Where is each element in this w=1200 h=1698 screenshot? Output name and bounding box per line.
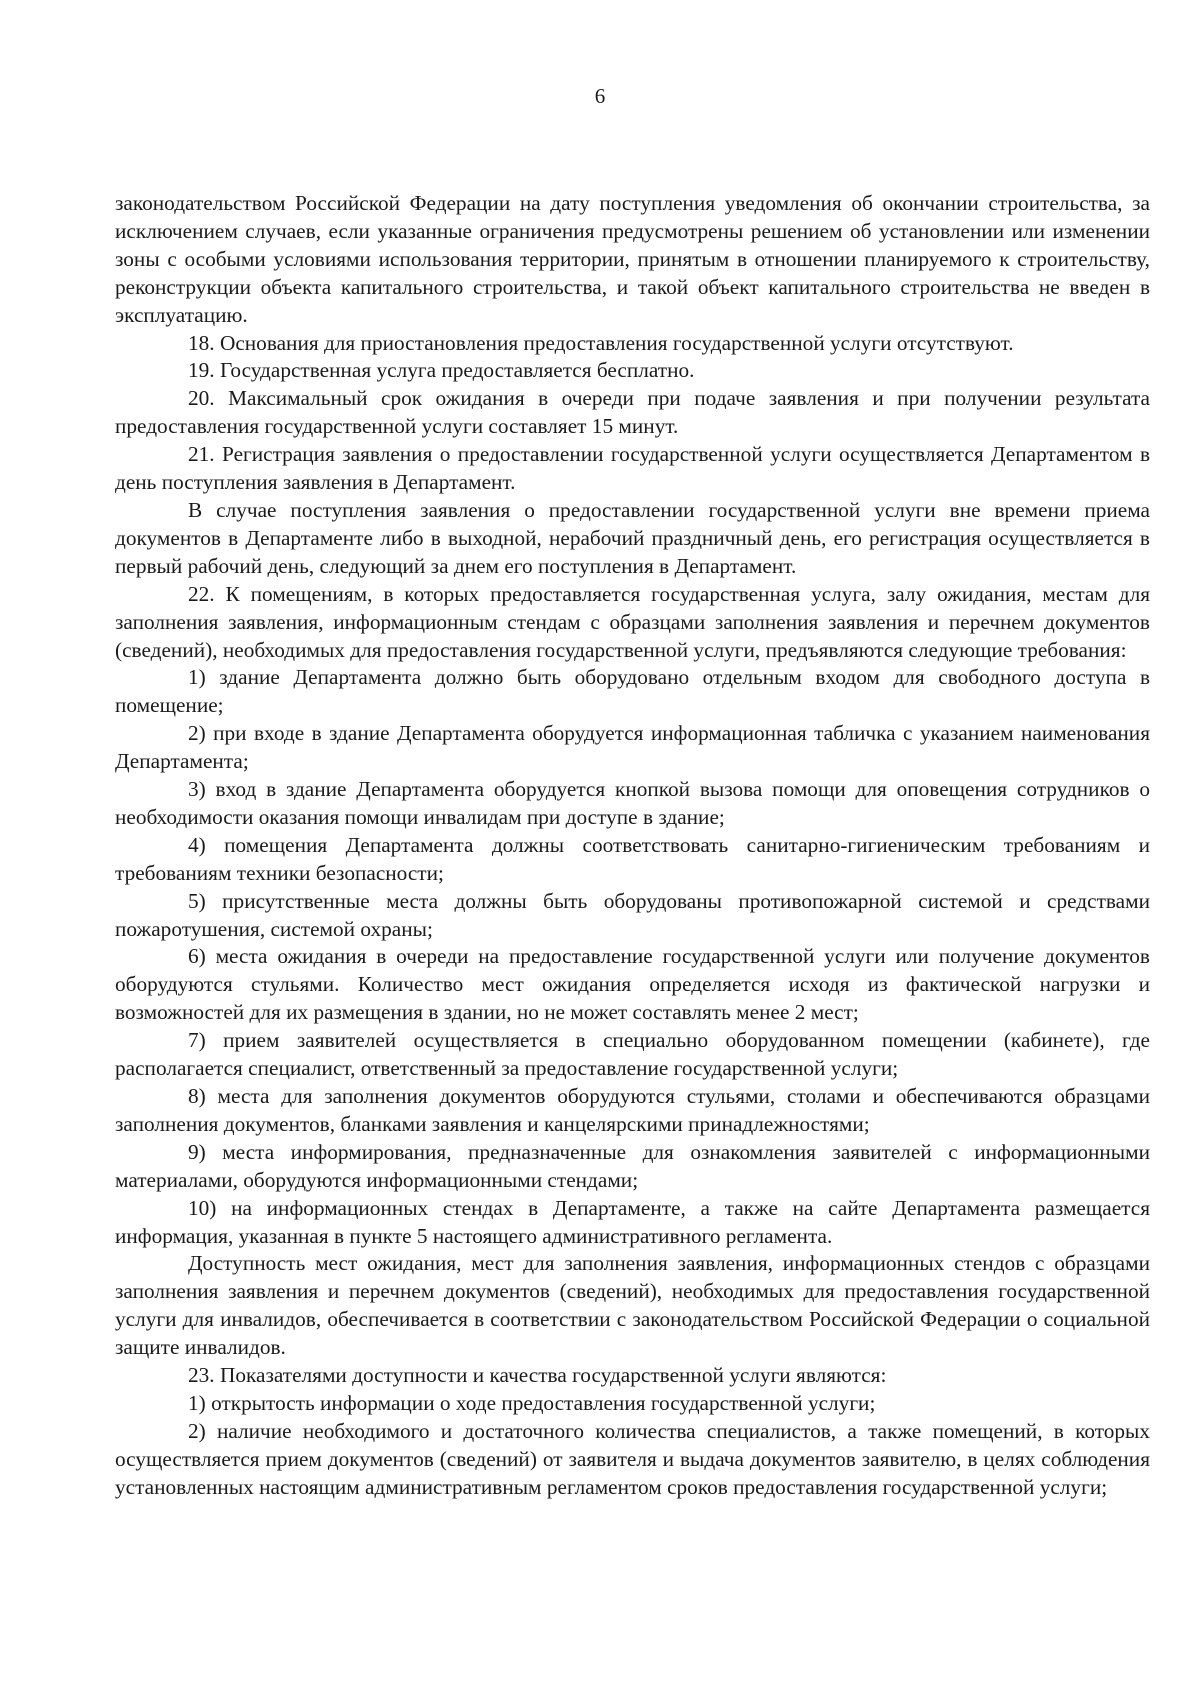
paragraph: 7) прием заявителей осуществляется в специально оборудованном помещении (кабинете), где располагается специалист, ответственный за предоставление государственной услуги; — [115, 1028, 1150, 1081]
paragraph: законодательством Российской Федерации на дату поступления уведомления об окончании строительства, за исключением случаев, если указанные ограничения предусмотрены решением об установлении или изменении зоны с особыми условиями использования территории, принятым в отношении планируемого к строительству, реконструкции объекта капитального строительства, и такой объект капитального строительства не введен в эксплуатацию. — [115, 191, 1150, 327]
paragraph: 1) открытость информации о ходе предоставления государственной услуги; — [188, 1390, 876, 1415]
paragraph: 10) на информационных стендах в Департаменте, а также на сайте Департамента размещается информация, указанная в пункте 5 настоящего административного регламента. — [115, 1195, 1150, 1248]
paragraph: 21. Регистрация заявления о предоставлении государственной услуги осуществляется Департаментом в день поступления заявления в Департамент. — [115, 442, 1150, 495]
paragraph: 8) места для заполнения документов оборудуются стульями, столами и обеспечиваются образцами заполнения документов, бланками заявления и канцелярскими принадлежностями; — [115, 1084, 1150, 1136]
paragraph: 5) присутственные места должны быть оборудованы противопожарной системой и средствами пожаротушения, системой охраны; — [115, 888, 1150, 941]
page-number: 6 — [594, 84, 606, 108]
paragraph: 4) помещения Департамента должны соответствовать санитарно-гигиеническим требованиям и требованиям техники безопасности; — [115, 832, 1150, 885]
paragraph: Доступность мест ожидания, мест для заполнения заявления, информационных стендов с образцами заполнения заявления и перечнем документов (сведений), необходимых для предоставления государственной услуги для инвалидов, обеспечивается в соответствии с законодательством Российской Федерации о социальной защите инвалидов. — [115, 1251, 1150, 1360]
paragraph: 22. К помещениям, в которых предоставляется государственная услуга, залу ожидания, местам для заполнения заявления, информационным стендам с образцами заполнения заявления и перечнем документов (сведений), необходимых для предоставления государственной услуги, предъявляются следующие требования: — [115, 581, 1150, 662]
paragraph: 18. Основания для приостановления предоставления государственной услуги отсутствуют. — [188, 330, 1014, 355]
paragraph: 3) вход в здание Департамента оборудуется кнопкой вызова помощи для оповещения сотрудников о необходимости оказания помощи инвалидам при доступе в здание; — [115, 777, 1150, 829]
paragraph: 2) при входе в здание Департамента оборудуется информационная табличка с указанием наименования Департамента; — [115, 721, 1150, 774]
paragraph: 23. Показателями доступности и качества государственной услуги являются: — [188, 1363, 887, 1388]
paragraph: В случае поступления заявления о предоставлении государственной услуги вне времени приема документов в Департаменте либо в выходной, нерабочий праздничный день, его регистрация осуществляется в первый рабочий день, следующий за днем его поступления в Департамент. — [115, 497, 1150, 578]
paragraph: 6) места ожидания в очереди на предоставление государственной услуги или получение документов оборудуются стульями. Количество мест ожидания определяется исходя из фактической нагрузки и возможностей для их размещения в здании, но не может составлять менее 2 мест; — [115, 944, 1150, 1025]
paragraph: 20. Максимальный срок ожидания в очереди при подаче заявления и при получении результата предоставления государственной услуги составляет 15 минут. — [115, 386, 1150, 439]
paragraph: 9) места информирования, предназначенные для ознакомления заявителей с информационными материалами, оборудуются информационными стендами; — [115, 1139, 1150, 1192]
document-body — [115, 190, 1150, 1502]
paragraph: 2) наличие необходимого и достаточного количества специалистов, а также помещений, в которых осуществляется прием документов (сведений) от заявителя и выдача документов заявителю, в целях соблюдения установленных настоящим административным регламентом сроков предоставления государственной услуги; — [115, 1418, 1150, 1499]
paragraph: 1) здание Департамента должно быть оборудовано отдельным входом для свободного доступа в помещение; — [115, 665, 1150, 718]
paragraph: 19. Государственная услуга предоставляется бесплатно. — [188, 358, 695, 383]
